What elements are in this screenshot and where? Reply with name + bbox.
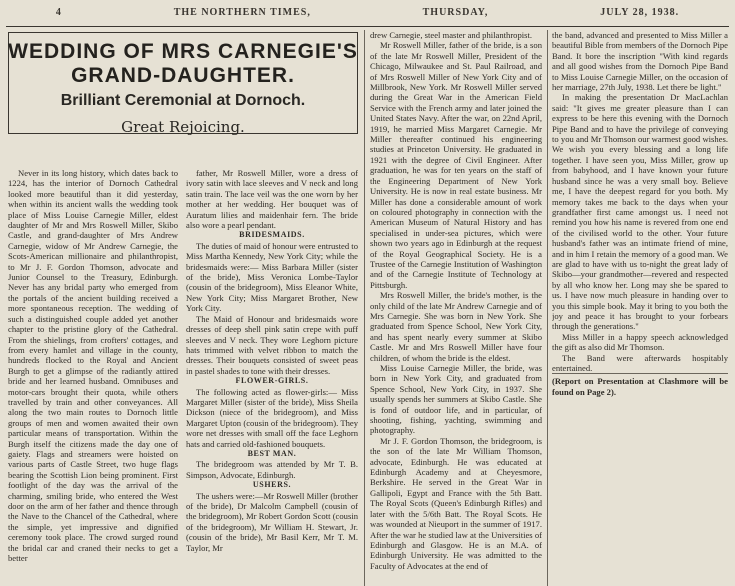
cross-reference-note: (Report on Presentation at Clashmore will be found on Page 2). <box>552 373 728 397</box>
paragraph: The ushers were:—Mr Roswell Miller (brother of the bride), Dr Malcolm Campbell (cousin of the bridegroom), Mr Robert Gordon Scott (cousin of the bridegroom), Mr William H. Stewart, Jr. (cousin of the bride), Mr Basil Kerr, Mr T. M. Taylor, Mr <box>186 490 358 553</box>
subheading-ushers: USHERS. <box>252 480 292 490</box>
article-column-2 <box>370 30 542 586</box>
paragraph: The following acted as flower-girls:— Miss Margaret Miller (sister of the bride), Miss Sheila Dickson (niece of the bridegroom), and Miss Margaret Upton (cousin of the bridegroom). They wore net dresses with small off the face Leghorn hats and carried old-fashioned bouquets. <box>186 386 358 449</box>
newspaper-name: THE NORTHERN TIMES, <box>173 6 311 18</box>
article-column-1b <box>186 168 358 586</box>
header-rule <box>6 26 729 27</box>
subheading-flower-girls: FLOWER-GIRLS. <box>235 376 309 386</box>
article-column-1 <box>8 30 358 586</box>
paragraph: The duties of maid of honour were entrusted to Miss Martha Kennedy, New York City; while the bridesmaids were:— Miss Barbara Miller (sister of the bride), Miss Veronica Lombe-Taylor (cousin of the bridegroom), Miss Eleanor White, New York City; Miss Margaret Brother, New York City. <box>186 240 358 314</box>
weekday: THURSDAY, <box>422 6 489 18</box>
paragraph: The bridegroom was attended by Mr T. B. Simpson, Advocate, Edinburgh. <box>186 459 358 480</box>
paragraph: Miss Louise Carnegie Miller, the bride, was born in New York City, and graduated from Spence School, New York City, in 1937. She usually spends her summers at Skibo Castle. She is fond of outdoor life, and in particular, of shooting, fishing, yachting, swimming and photography. <box>370 363 542 436</box>
subheading-best-man: BEST MAN. <box>247 448 297 458</box>
paragraph: The Maid of Honour and bridesmaids wore dresses of deep shell pink satin crepe with puff sleeves and V neck. They wore Leghorn picture hats trimmed with velvet ribbon to match the dresses. Their bouquets consisted of sweet peas in pastel shades to tone with their dresses. <box>186 313 358 376</box>
page-header <box>0 0 735 24</box>
page-number: 4 <box>55 6 62 18</box>
paragraph: Mr J. F. Gordon Thomson, the bridegroom, is the son of the late Mr William Thomson, advocate, Edinburgh. He was educated at Edinburgh Academy and at Cheyesmore, Berkshire. He served in the Great War in Gallipoli, Egypt and France with the 5th Batt. The Royal Scots (Queen's Edinburgh Rifles) and later with the 5/6th Batt. The Royal Scots. He was wounded at Nieuport in the summer of 1917. After the war he studied law at the Universities of Edinburgh and Glasgow. He is an M.A. of Edinburgh University. He was admitted to the Faculty of Advocates at the end of <box>370 435 542 571</box>
paragraph: The Band were afterwards hospitably entertained. <box>552 352 728 373</box>
headline-tagline: Great Rejoicing. <box>121 118 245 136</box>
paragraph: father, Mr Roswell Miller, wore a dress of ivory satin with lace sleeves and V neck and long satin train. The lace veil was the one worn by her mother at her wedding. Her bouquet was of Auratum lilies and maidenhair fern. The bride also wore a pearl pendant. <box>186 168 358 231</box>
column-rule <box>547 30 548 586</box>
issue-date: JULY 28, 1938. <box>600 6 680 18</box>
column-rule <box>364 30 365 586</box>
paragraph: Miss Miller in a happy speech acknowledged the gift as also did Mr Thomson. <box>552 331 728 353</box>
paragraph: the band, advanced and presented to Miss Miller a beautiful Bible from members of the Dornoch Pipe Band. It bore the inscription "With kind regards and all good wishes from the Dornoch Pipe Band to Miss Louise Carnegie Miller, on the occasion of her marriage, 27th July, 1938. Let there be light." <box>552 30 728 93</box>
paragraph: Mr Roswell Miller, father of the bride, is a son of the late Mr Roswell Miller, President of the Chicago, Milwaukee and St. Paul Railroad, and of Mrs Roswell Miller of New York City and of Millbrook, New York. Mr Roswell Miller served during the Great War in the American Field Service with the French army and later joined the United States Navy. After the war, on 22nd April, 1919, he married Miss Margaret Carnegie. Mr Miller thereafter continued his engineering studies at Princeton University. He graduated in 1921 with the degree of Civil Engineer. After graduation, he was for ten years on the staff of the Engineering Department of New York University. He is now in real estate business. Mr Miller has done a considerable amount of work on coloured photography in connection with the American Museum of Natural History and has specialised in under-sea pictures, which were shown two years ago in Edinburgh at the request of the Royal Geographical Society. He is a Trustee of the Carnegie Institution of Washington and of the Carnegie Institute of Technology at Pittsburgh. <box>370 40 542 290</box>
paragraph: Never in its long history, which dates back to 1224, has the interior of Dornoch Cathedral looked more beautiful than it did yesterday, when within its ancient walls the wedding took place of Miss Louise Carnegie Miller, eldest daughter of Mr and Mrs Roswell Miller, Skibo Castle, and grand-daughter of Mrs Andrew Carnegie, widow of Mr Andrew Carnegie, the Scots-American millionaire and philanthropist, to Mr J. F. Gordon Thomson, advocate and Junior Counsel to the Treasury, Edinburgh. Never has any bridal party who emerged from the portals of the ancient building received a more spontaneous reception. The wedding of such a distinguished couple added yet another chapter to the pristine glory of the Cathedral. From the shielings, from crofters' cottages, and from every hamlet and village in the county, hundreds flocked to the Royal and Ancient Burgh to get a glimpse of the radiantly attired bride and her learned husband. Omnibuses and motor-cars brought their quota, while others travelled by train and other conveyances. All along the two main routes to Dornoch little groups of men and women awaited their own particular means of transportation. Within the Burgh itself the citizens made the day one of gaiety. Flags and streamers were hoisted on various parts of Castle Street, two huge flags bearing the Scottish Lion being prominent. First footlight of the day was the arrival of the charming, smiling bride, who entered the West door on the arm of her father and thence through the Nave to the Chancel of the Cathedral, where the simple, yet impressive and dignified ceremony took place. The crowd surged round the bridal car and craned their necks to get a better <box>8 168 178 564</box>
article-column-1a <box>8 168 178 586</box>
paragraph: Mrs Roswell Miller, the bride's mother, is the only child of the late Mr Andrew Carnegie and of Mrs Carnegie. She was born in New York. She graduated from Spence School, New York City, and has spent nearly every summer at Skibo Castle. Mr and Mrs Roswell Miller have four children, of whom the bride is the eldest. <box>370 290 542 363</box>
headline-title: WEDDING OF MRS CARNEGIE'S GRAND-DAUGHTER. <box>8 40 358 87</box>
subheading-bridesmaids: BRIDESMAIDS. <box>239 230 305 240</box>
paragraph: In making the presentation Dr MacLachlan said: "It gives me greater pleasure than I can express to be here this evening with the Dornoch Pipe Band and to have the privilege of conveying to you and Mr Thomson our warmest good wishes. We wish you every blessing and a long life together. I have seen you, Miss Miller, grow up from babyhood, and I have known your future husband since he was a very small boy. Believe me, I have the deepest regard for you both. My memory takes me back to the days when your grandfather first came amongst us. I need not remind you how his name is revered from one end of the civilised world to the other. Your future husband's father was an intimate friend of mine, and in him I retain the memory of a good man. We are glad to have with us to-night the great lady of Skibo—your grandmother—revered and respected by all who know her. Long may she be spared to us. I have now much pleasure in handing over to you this simple book. May it bring to you both the joy and peace it has brought to your forbears through the generations." <box>552 92 728 332</box>
paragraph: drew Carnegie, steel master and philanthropist. <box>370 30 533 40</box>
headline-subtitle: Brilliant Ceremonial at Dornoch. <box>60 92 306 109</box>
article-column-3 <box>552 30 728 586</box>
